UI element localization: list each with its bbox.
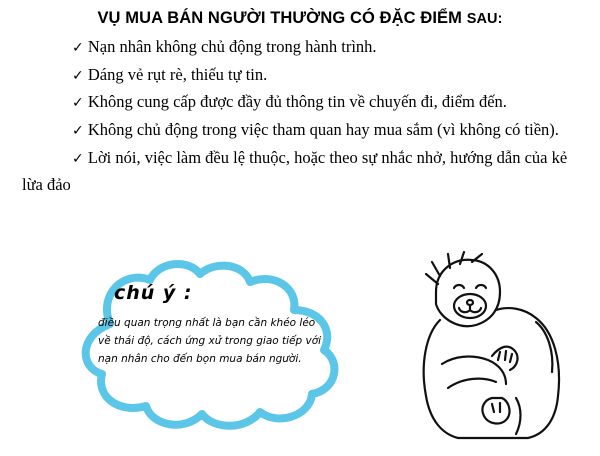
check-icon: ✓	[72, 39, 84, 56]
bullet-list	[0, 34, 600, 198]
list-item	[22, 62, 586, 89]
cloud-note-line: nạn nhân cho đến bọn mua bán người.	[98, 353, 302, 366]
cloud-note-line: về thái độ, cách ứng xử trong giao tiếp với	[98, 335, 322, 348]
thinking-bear-icon	[396, 248, 596, 448]
cloud-note-line: điều quan trọng nhất là bạn cần khéo léo	[98, 317, 316, 329]
illustration-area	[0, 248, 600, 456]
list-item-text: Dáng vẻ rụt rè, thiếu tự tin.	[87, 64, 268, 84]
list-item	[22, 117, 586, 144]
cloud-text-block	[98, 282, 320, 368]
bear-illustration	[396, 248, 596, 448]
list-item-text: Lời nói, việc làm đều lệ thuộc, hoặc theo sự nhắc nhở, hướng dẫn của kẻ lừa đảo	[22, 147, 568, 194]
thought-cloud	[58, 258, 358, 433]
check-icon: ✓	[72, 67, 84, 84]
check-icon: ✓	[72, 150, 84, 167]
check-icon: ✓	[72, 123, 84, 140]
list-item	[22, 34, 586, 61]
page-title	[0, 0, 600, 28]
page-title-main: VỤ MUA BÁN NGƯỜI THƯỜNG CÓ ĐẶC ĐIỂM	[97, 9, 463, 27]
list-item-text: Không cung cấp được đầy đủ thông tin về chuyến đi, điểm đến.	[87, 92, 507, 112]
cloud-heading: chú ý :	[114, 282, 193, 304]
page-title-suffix: SAU:	[466, 11, 503, 27]
check-icon: ✓	[72, 95, 84, 112]
list-item-text: Không chủ động trong việc tham quan hay mua sắm (vì không có tiền).	[87, 120, 559, 140]
list-item	[22, 145, 586, 198]
list-item	[22, 89, 586, 116]
list-item-text: Nạn nhân không chủ động trong hành trình.	[87, 36, 377, 56]
